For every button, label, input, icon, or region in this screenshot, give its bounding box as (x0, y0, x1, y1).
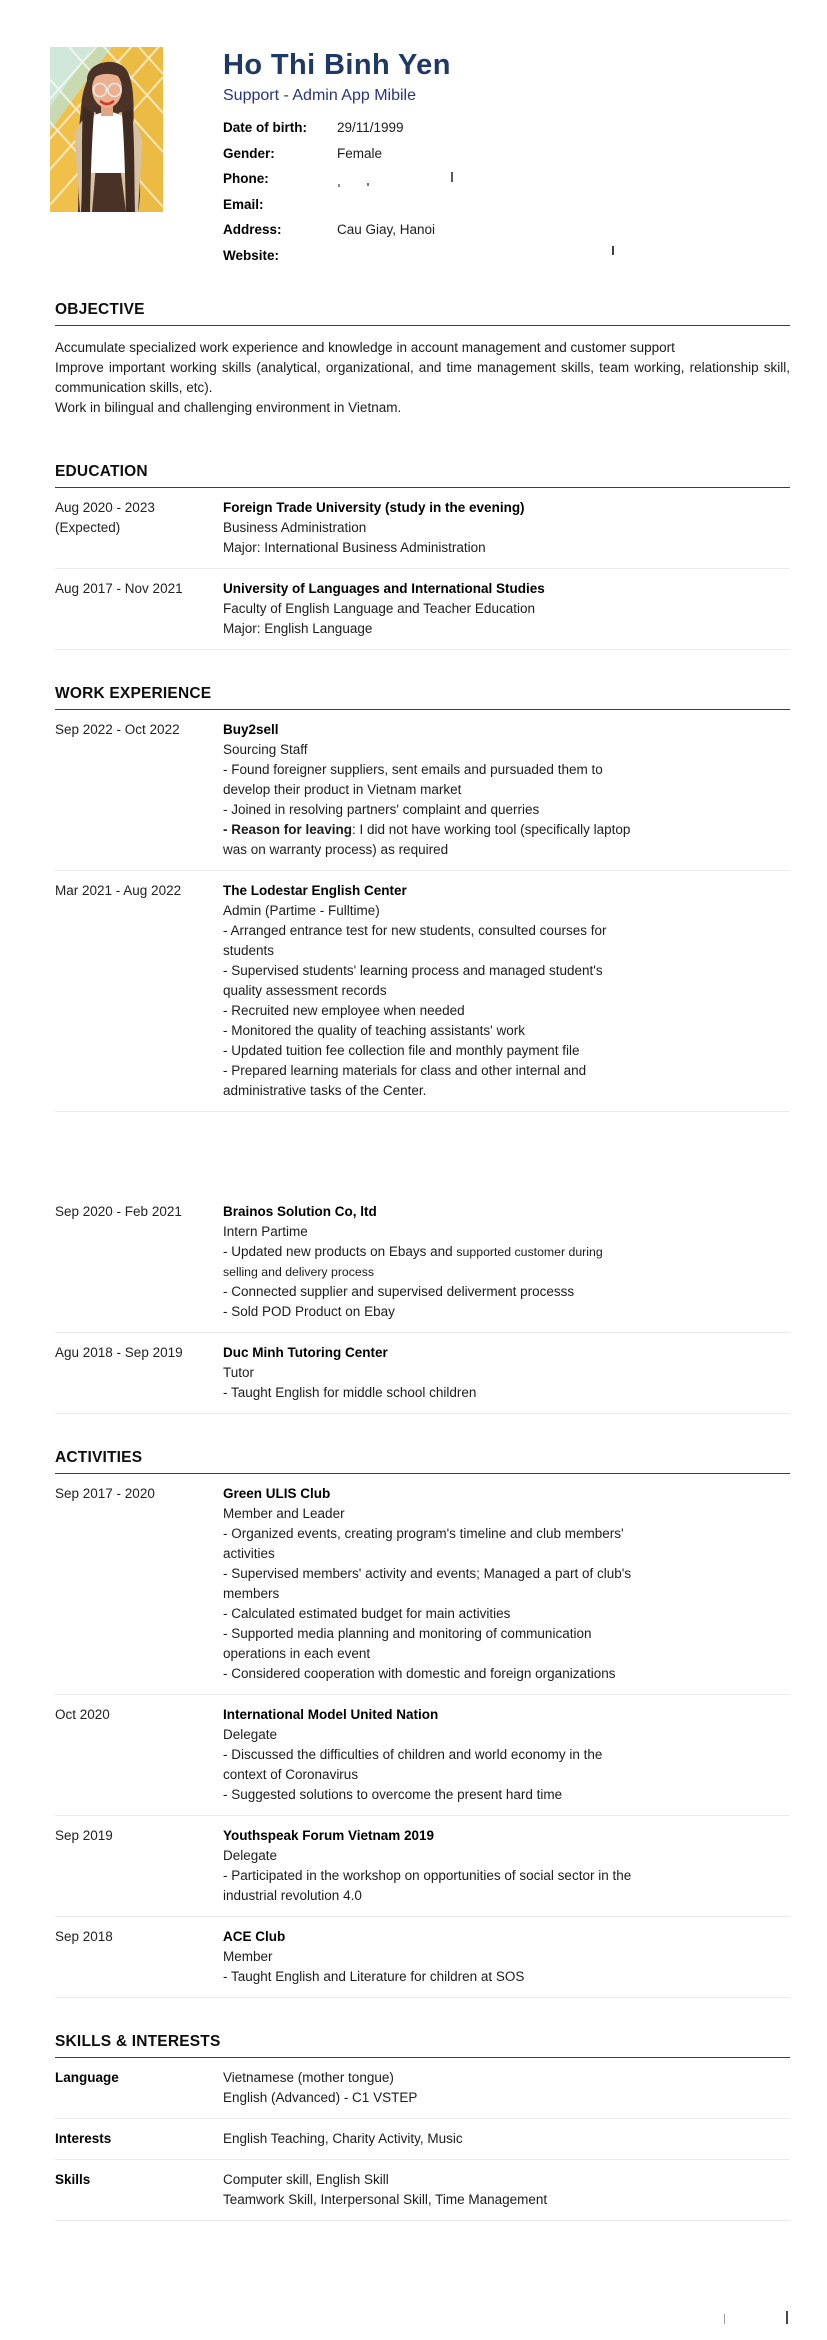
entry-date: Mar 2021 - Aug 2022 (55, 883, 182, 898)
entry-date: Sep 2019 (55, 1828, 113, 1843)
row-body (223, 2170, 635, 2210)
entry-body (223, 1826, 635, 1906)
section-heading: SKILLS & INTERESTS (55, 2034, 790, 2058)
entry-line: Major: English Language (223, 621, 373, 636)
entry-date: Sep 2022 - Oct 2022 (55, 722, 180, 737)
row-label: Language (55, 2070, 119, 2085)
redaction-artifact (612, 246, 614, 255)
candidate-name: Ho Thi Binh Yen (223, 49, 451, 81)
info-row-date-of-birth (223, 115, 451, 141)
entry-bullet: - Taught English for middle school children (223, 1385, 477, 1400)
info-row-phone (223, 166, 451, 192)
skills-row-skills (55, 2160, 790, 2221)
section-heading: OBJECTIVE (55, 302, 790, 326)
entry-body (223, 1484, 635, 1684)
activity-entry-imun (55, 1695, 790, 1816)
row-label: Skills (55, 2172, 91, 2187)
entry-bullet: - Organized events, creating program's timeline and club members' activities (223, 1526, 624, 1561)
section-education (55, 464, 790, 650)
entry-body (223, 498, 635, 558)
entry-bullet: - Calculated estimated budget for main activities (223, 1606, 511, 1621)
section-heading: WORK EXPERIENCE (55, 686, 790, 710)
entry-date: Sep 2017 - 2020 (55, 1486, 155, 1501)
info-row-website (223, 243, 451, 269)
entry-body (223, 1202, 635, 1322)
entry-body (223, 579, 635, 639)
entry-title: Foreign Trade University (study in the evening) (223, 500, 525, 515)
entry-date: Sep 2018 (55, 1929, 113, 1944)
bullet-main-text: - Updated new products on Ebays and (223, 1244, 457, 1259)
entry-bullet: - Connected supplier and supervised deliverment processs (223, 1284, 575, 1299)
entry-bullet: - Suggested solutions to overcome the present hard time (223, 1787, 563, 1802)
entry-role: Intern Partime (223, 1224, 308, 1239)
work-entry-buy2sell (55, 710, 790, 871)
row-line: Teamwork Skill, Interpersonal Skill, Time Management (223, 2192, 548, 2207)
redaction-artifact (338, 184, 340, 187)
entry-line: Faculty of English Language and Teacher Education (223, 601, 535, 616)
reason-for-leaving-text: : I did not have working tool (specifically laptop was on warranty process) as required (223, 822, 631, 857)
row-line: Vietnamese (mother tongue) (223, 2070, 394, 2085)
row-line: English Teaching, Charity Activity, Music (223, 2131, 463, 2146)
entry-role: Tutor (223, 1365, 255, 1380)
entry-date: Oct 2020 (55, 1707, 110, 1722)
redaction-artifact (451, 172, 453, 182)
info-label: Gender: (223, 145, 275, 161)
info-label: Date of birth: (223, 120, 307, 135)
entry-date: Sep 2020 - Feb 2021 (55, 1204, 182, 1219)
entry-title: Green ULIS Club (223, 1486, 331, 1501)
entry-role: Sourcing Staff (223, 742, 308, 757)
entry-bullet: - Arranged entrance test for new students, consulted courses for students (223, 923, 607, 958)
section-objective (55, 302, 790, 418)
entry-body (223, 1343, 635, 1403)
redaction-artifact (786, 2311, 788, 2324)
entry-role: Delegate (223, 1848, 278, 1863)
redaction-artifact (724, 2314, 725, 2324)
entry-date: Aug 2017 - Nov 2021 (55, 581, 183, 596)
entry-bullet: - Recruited new employee when needed (223, 1003, 465, 1018)
entry-bullet: - Taught English and Literature for children at SOS (223, 1969, 525, 1984)
education-entry (55, 569, 790, 650)
objective-paragraph: Work in bilingual and challenging environment in Vietnam. (55, 400, 402, 415)
entry-role: Delegate (223, 1727, 278, 1742)
info-value: Female (337, 145, 383, 161)
objective-paragraph: Improve important working skills (analytical, organizational, and time management skills, team working, relationship skill, communication skills, etc). (55, 360, 790, 395)
cv-body (55, 302, 790, 2221)
header-info (223, 47, 451, 268)
entry-title: University of Languages and International Studies (223, 581, 545, 596)
section-work-experience (55, 686, 790, 1414)
profile-photo (50, 47, 163, 212)
candidate-title: Support - Admin App Mibile (223, 87, 416, 104)
activity-entry-ace-club (55, 1917, 790, 1998)
entry-role: Member (223, 1949, 273, 1964)
entry-title: Buy2sell (223, 722, 279, 737)
entry-bullet: - Discussed the difficulties of children and world economy in the context of Coronavirus (223, 1747, 603, 1782)
entry-bullet: - Participated in the workshop on opportunities of social sector in the industrial revolution 4.0 (223, 1868, 632, 1903)
entry-bullet: - Prepared learning materials for class and other internal and administrative tasks of the Center. (223, 1063, 587, 1098)
row-body (223, 2129, 635, 2149)
work-entry-duc-minh (55, 1333, 790, 1414)
entry-title: The Lodestar English Center (223, 883, 407, 898)
info-value: 29/11/1999 (337, 120, 404, 135)
work-entry-lodestar (55, 871, 790, 1112)
education-entry (55, 488, 790, 569)
activity-entry-green-ulis (55, 1474, 790, 1695)
entry-role: Member and Leader (223, 1506, 345, 1521)
row-label: Interests (55, 2131, 112, 2146)
activity-entry-youthspeak (55, 1816, 790, 1917)
section-activities (55, 1450, 790, 1998)
entry-title: Duc Minh Tutoring Center (223, 1345, 388, 1360)
entry-bullet: - Found foreigner suppliers, sent emails and pursuaded them to develop their product in Vietnam market (223, 762, 603, 797)
entry-title: ACE Club (223, 1929, 286, 1944)
entry-body (223, 881, 635, 1101)
row-body (223, 2068, 635, 2108)
entry-bullet: - Supervised students' learning process and managed student's quality assessment records (223, 963, 603, 998)
entry-line: Business Administration (223, 520, 367, 535)
entry-bullet: - Monitored the quality of teaching assistants' work (223, 1023, 525, 1038)
bullet-alt-text: supported customer during selling and delivery process (223, 1245, 603, 1279)
entry-bullet-reason (223, 820, 635, 860)
skills-row-language (55, 2058, 790, 2119)
section-heading: EDUCATION (55, 464, 790, 488)
cv-header (50, 47, 451, 268)
personal-info-list (223, 115, 451, 268)
reason-for-leaving-label: - Reason for leaving (223, 822, 353, 837)
info-row-gender (223, 141, 451, 167)
skills-row-interests (55, 2119, 790, 2160)
info-label: Address: (223, 222, 282, 237)
entry-title: International Model United Nation (223, 1707, 439, 1722)
objective-paragraph: Accumulate specialized work experience and knowledge in account management and customer support (55, 340, 675, 355)
section-skills-interests (55, 2034, 790, 2221)
entry-bullet-mixed (223, 1242, 635, 1282)
page-break-gap (55, 1112, 790, 1192)
entry-bullet: - Considered cooperation with domestic and foreign organizations (223, 1666, 616, 1681)
row-line: Computer skill, English Skill (223, 2172, 389, 2187)
work-entry-brainos (55, 1192, 790, 1333)
info-value: Cau Giay, Hanoi (337, 222, 436, 237)
entry-bullet: - Supervised members' activity and events; Managed a part of club's members (223, 1566, 632, 1601)
entry-title: Brainos Solution Co, ltd (223, 1204, 377, 1219)
entry-date: Aug 2020 - 2023 (Expected) (55, 500, 155, 535)
info-label: Email: (223, 196, 264, 212)
info-row-email (223, 192, 451, 218)
info-row-address (223, 217, 451, 243)
entry-body (223, 1705, 635, 1805)
entry-bullet: - Sold POD Product on Ebay (223, 1304, 395, 1319)
entry-body (223, 720, 635, 860)
entry-bullet: - Supported media planning and monitoring of communication operations in each event (223, 1626, 592, 1661)
redaction-artifact (367, 183, 369, 186)
entry-line: Major: International Business Administration (223, 540, 486, 555)
entry-title: Youthspeak Forum Vietnam 2019 (223, 1828, 435, 1843)
row-line: English (Advanced) - C1 VSTEP (223, 2090, 418, 2105)
info-label: Website: (223, 247, 280, 263)
section-heading: ACTIVITIES (55, 1450, 790, 1474)
info-label: Phone: (223, 171, 269, 186)
entry-bullet: - Updated tuition fee collection file and monthly payment file (223, 1043, 580, 1058)
entry-bullet: - Joined in resolving partners' complaint and querries (223, 802, 540, 817)
entry-date: Agu 2018 - Sep 2019 (55, 1345, 183, 1360)
entry-role: Admin (Partime - Fulltime) (223, 903, 380, 918)
entry-body (223, 1927, 635, 1987)
